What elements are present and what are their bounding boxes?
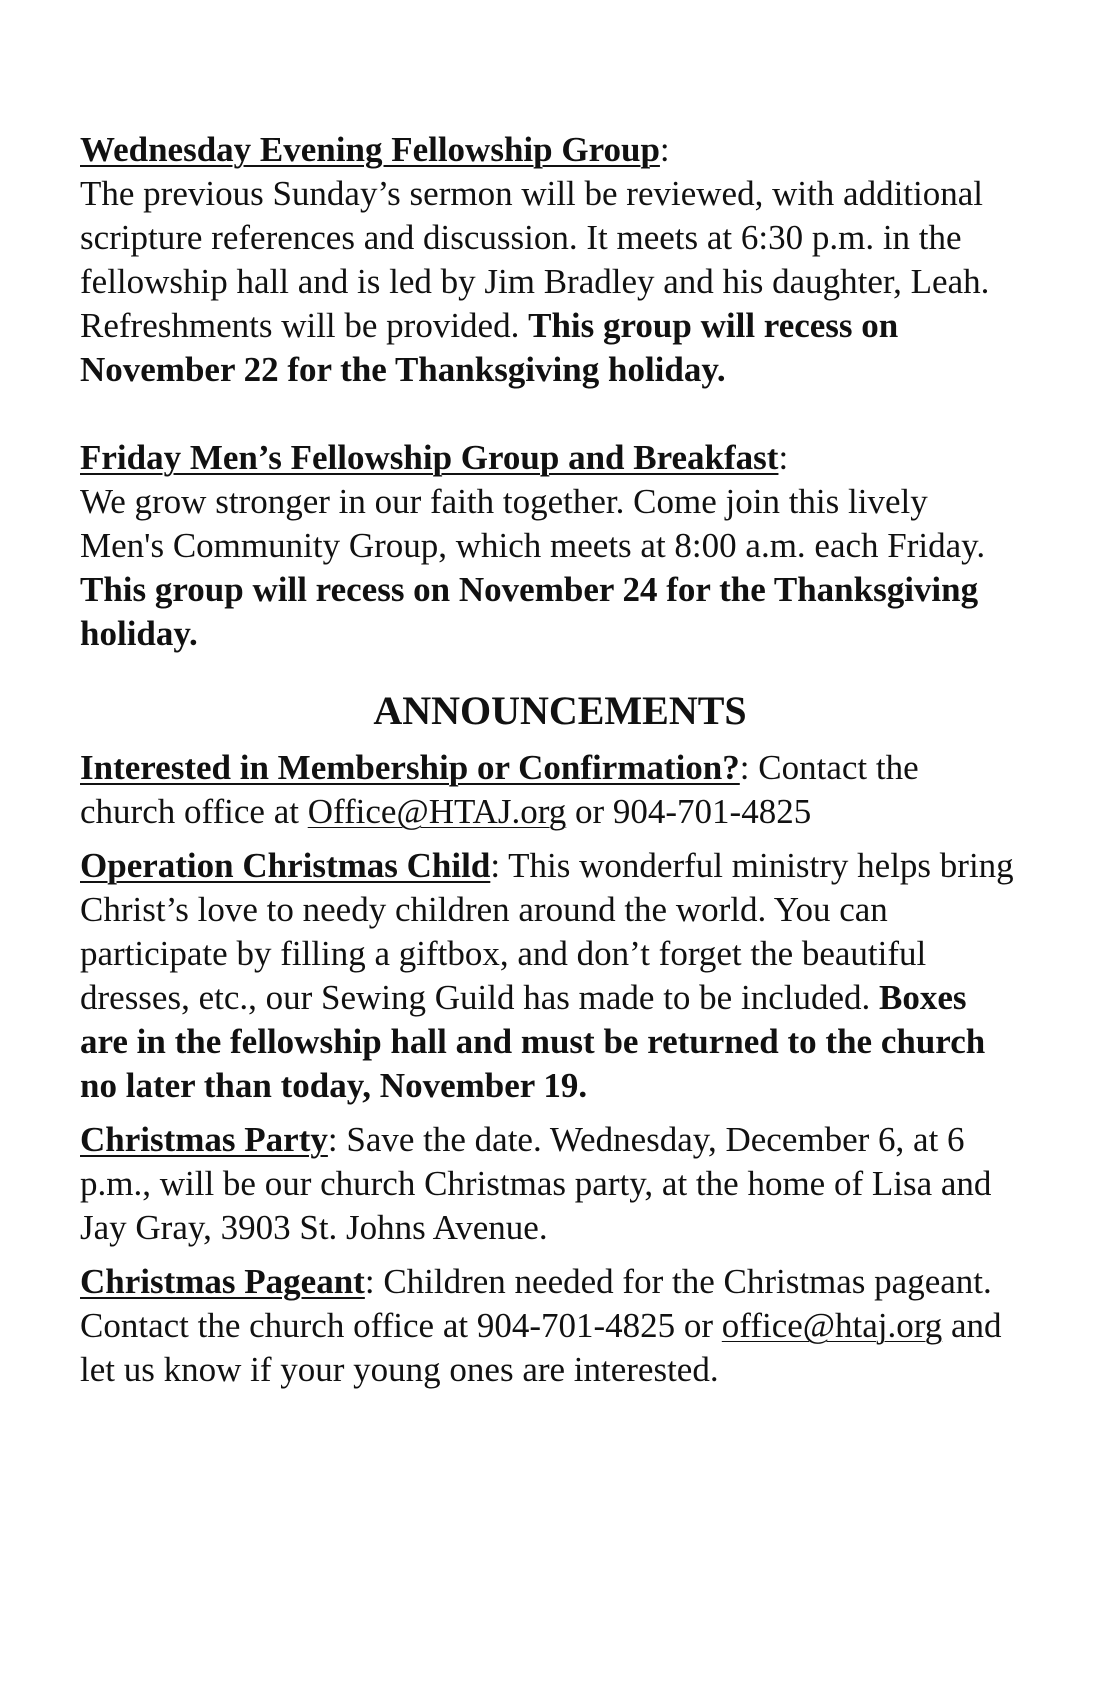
christmas-pageant-body-after: and let us know if your young ones are interested. [80,1306,1002,1389]
operation-christmas-section [80,844,1020,1108]
section-spacer [80,834,1020,844]
friday-recess-note: This group will recess on November 24 for the Thanksgiving holiday. [80,570,979,653]
christmas-pageant-body-before: Children needed for the Christmas pageant. Contact the church office at 904-701-4825 or [80,1262,992,1345]
section-spacer [80,392,1020,436]
christmas-party-body: Save the date. Wednesday, December 6, at 6 p.m., will be our church Christmas party, at the home of Lisa and Jay Gray, 3903 St. Johns Avenue. [80,1120,992,1247]
membership-body-before: Contact the church office at [80,748,919,831]
office-email-link[interactable]: Office@HTAJ.org [307,792,567,831]
membership-section [80,746,1020,834]
membership-title-colon: : [739,748,750,787]
bulletin-page [80,128,1020,1392]
friday-fellowship-title: Friday Men’s Fellowship Group and Breakfast [80,438,779,477]
section-spacer [80,1250,1020,1260]
wednesday-fellowship-body: The previous Sunday’s sermon will be reviewed, with additional scripture references and discussion. It meets at 6:30 p.m. in the fellowship hall and is led by Jim Bradley and his daughter, Leah. Refreshments will be provided. [80,174,990,345]
christmas-party-title: Christmas Party [80,1120,328,1159]
wednesday-title-colon: : [659,130,670,169]
wednesday-recess-note: This group will recess on November 22 for the Thanksgiving holiday. [80,306,899,389]
membership-title: Interested in Membership or Confirmation? [80,748,740,787]
membership-body-after: or 904-701-4825 [574,792,812,831]
friday-fellowship-section [80,436,1020,656]
operation-christmas-title: Operation Christmas Child [80,846,491,885]
christmas-party-colon: : [327,1120,338,1159]
christmas-pageant-title: Christmas Pageant [80,1262,365,1301]
section-spacer [80,736,1020,746]
section-spacer [80,1108,1020,1118]
christmas-pageant-colon: : [364,1262,375,1301]
friday-title-colon: : [778,438,789,477]
pageant-email-link[interactable]: office@htaj.org [721,1306,943,1345]
wednesday-fellowship-section [80,128,1020,392]
friday-fellowship-body: We grow stronger in our faith together. Come join this lively Men's Community Group, which meets at 8:00 a.m. each Friday. [80,482,986,565]
christmas-pageant-section [80,1260,1020,1392]
operation-christmas-colon: : [490,846,501,885]
announcements-heading: ANNOUNCEMENTS [373,688,747,733]
christmas-party-section [80,1118,1020,1250]
wednesday-fellowship-title: Wednesday Evening Fellowship Group [80,130,660,169]
operation-christmas-body: This wonderful ministry helps bring Christ’s love to needy children around the world. You can participate by filling a giftbox, and don’t forget the beautiful dresses, etc., our Sewing Guild has made to be included. [80,846,1014,1017]
section-spacer [80,656,1020,686]
operation-christmas-deadline: Boxes are in the fellowship hall and must be returned to the church no later than today, November 19. [80,978,986,1105]
